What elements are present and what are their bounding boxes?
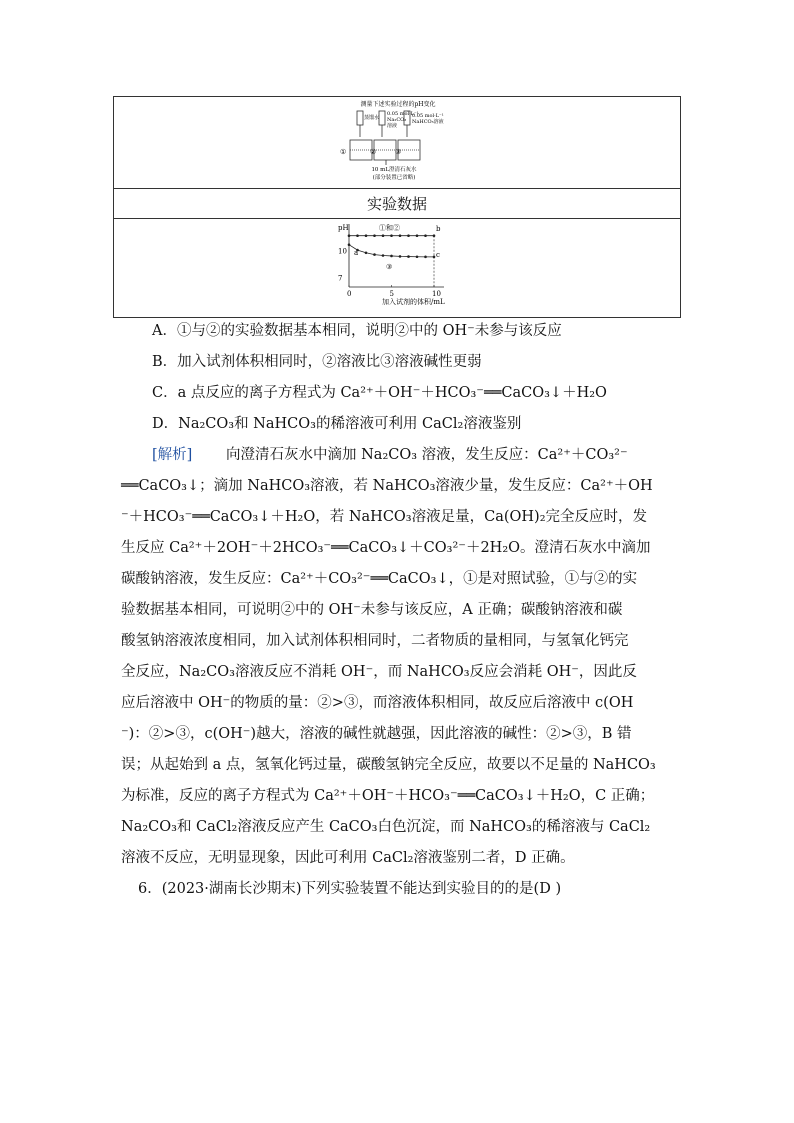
annotation-a: a	[354, 249, 359, 257]
annotation-1-2: ①和②	[379, 224, 400, 232]
data-point	[424, 234, 427, 237]
data-point	[365, 234, 368, 237]
analysis-line: 碳酸钠溶液，发生反应：Ca²⁺＋CO₃²⁻══CaCO₃↓，①是对照试验，①与②的实	[121, 571, 638, 587]
data-point	[399, 234, 402, 237]
section-label: 实验数据	[366, 195, 427, 213]
reagent-1-label: 蒸馏水	[364, 115, 380, 121]
apparatus-caption: 测量下述实验过程的pH变化	[360, 101, 436, 108]
analysis-line: 酸氢钠溶液浓度相同，加入试剂体积相同时，二者物质的量相同，与氢氧化钙完	[121, 633, 629, 649]
reagent-3-label-b: NaHCO₃溶液	[412, 119, 444, 125]
analysis-line: 全反应，Na₂CO₃溶液反应不消耗 OH⁻，而 NaHCO₃反应会消耗 OH⁻，因此反	[121, 664, 637, 680]
beaker-2-label: ②	[370, 148, 377, 156]
section-label-cell	[114, 188, 680, 219]
data-point	[407, 234, 410, 237]
analysis-line: 误；从起始到 a 点，氢氧化钙过量，碳酸氢钠完全反应，故要以不足量的 NaHCO₃	[121, 757, 656, 773]
data-point	[390, 234, 393, 237]
analysis-line: ══CaCO₃↓；滴加 NaHCO₃溶液，若 NaHCO₃溶液少量，发生反应：Ca²⁺＋OH	[121, 478, 653, 494]
data-point	[399, 255, 402, 258]
analysis-line: 应后溶液中 OH⁻的物质的量：②>③，而溶液体积相同，故反应后溶液中 c(OH	[121, 695, 634, 711]
analysis-line: Na₂CO₃和 CaCl₂溶液反应产生 CaCO₃白色沉淀，而 NaHCO₃的稀溶液与 CaCl₂	[121, 819, 651, 835]
data-point	[390, 255, 393, 258]
reagent-2-label-c: 溶液	[387, 123, 398, 129]
apparatus-cell	[114, 97, 680, 189]
data-point	[433, 234, 436, 237]
data-point	[424, 256, 427, 259]
analysis-line: 验数据基本相同，可说明②中的 OH⁻未参与该反应，A 正确；碳酸钠溶液和碳	[121, 602, 623, 618]
y-tick-label: 7	[338, 274, 343, 283]
data-point	[365, 252, 368, 255]
y-tick-label: 10	[338, 247, 347, 256]
option-b: B．加入试剂体积相同时，②溶液比③溶液碱性更弱	[152, 354, 482, 370]
data-point	[407, 255, 410, 258]
chart-cell	[114, 218, 680, 317]
experiment-table	[113, 96, 681, 318]
data-point	[416, 255, 419, 258]
data-point	[382, 234, 385, 237]
data-point	[433, 256, 436, 259]
beaker-3-label: ③	[395, 148, 402, 156]
x-axis-label: 加入试剂的体积/mL	[382, 298, 445, 306]
data-point	[416, 234, 419, 237]
question-6: 6．(2023·湖南长沙期末)下列实验装置不能达到实验目的的是(D )	[138, 881, 562, 897]
analysis-line: 为标准，反应的离子方程式为 Ca²⁺＋OH⁻＋HCO₃⁻══CaCO₃↓＋H₂O，C 正确；	[121, 788, 655, 804]
analysis-tag: [解析]	[152, 447, 193, 463]
data-point	[373, 234, 376, 237]
x-tick-label: 5	[389, 290, 394, 298]
reagent-2-label-b: Na₂CO₃	[387, 117, 407, 123]
analysis-line: ⁻)：②>③，c(OH⁻)越大，溶液的碱性就越强，因此溶液的碱性：②>③，B 错	[121, 726, 632, 742]
analysis-line: ⁻＋HCO₃⁻══CaCO₃↓＋H₂O，若 NaHCO₃溶液足量，Ca(OH)₂完全反应时，发	[121, 509, 648, 525]
data-point	[356, 234, 359, 237]
bottom-label-2: (部分装置已省略)	[372, 175, 416, 181]
bottom-label-1: 10 mL澄清石灰水	[371, 167, 417, 173]
data-point	[382, 254, 385, 257]
option-c: C．a 点反应的离子方程式为 Ca²⁺＋OH⁻＋HCO₃⁻══CaCO₃↓＋H₂O	[152, 385, 607, 401]
x-tick-label: 0	[347, 290, 352, 298]
x-tick-label: 10	[432, 290, 441, 298]
analysis-line: 溶液不反应，无明显现象，因此可利用 CaCl₂溶液鉴别二者，D 正确。	[121, 850, 575, 866]
beaker-1-label: ①	[340, 148, 347, 156]
analysis-line: 向澄清石灰水中滴加 Na₂CO₃ 溶液，发生反应：Ca²⁺＋CO₃²⁻	[226, 447, 628, 463]
data-point	[348, 243, 351, 246]
option-a: A．①与②的实验数据基本相同，说明②中的 OH⁻未参与该反应	[152, 323, 562, 339]
option-d: D．Na₂CO₃和 NaHCO₃的稀溶液可利用 CaCl₂溶液鉴别	[152, 416, 522, 432]
reagent-3-label-a: 0.05 mol·L⁻¹	[412, 113, 444, 119]
annotation-b: b	[436, 225, 441, 233]
data-point	[348, 234, 351, 237]
reagent-2-label-a: 0.05 mol·L⁻¹	[387, 111, 419, 117]
data-point	[373, 253, 376, 256]
analysis-line: 生反应 Ca²⁺＋2OH⁻＋2HCO₃⁻══CaCO₃↓＋CO₃²⁻＋2H₂O。澄清石灰水中滴加	[121, 540, 651, 556]
apparatus-diagram	[114, 97, 680, 188]
y-axis-label: pH	[338, 224, 349, 232]
annotation-3: ③	[386, 263, 393, 271]
annotation-c: c	[436, 251, 440, 259]
ph-chart	[114, 218, 680, 317]
